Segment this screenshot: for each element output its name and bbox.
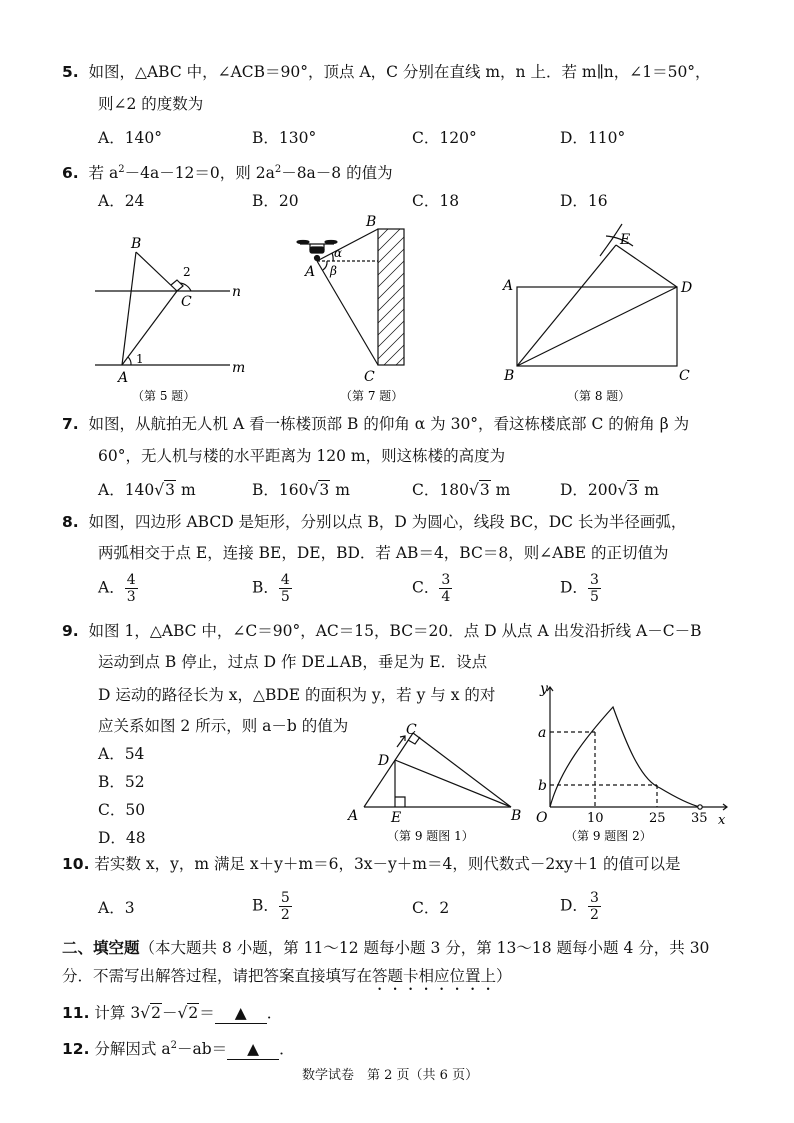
f5-label-n: n bbox=[232, 284, 242, 300]
figure-5 bbox=[95, 252, 230, 365]
q10-option-b: B． $\frac{5}{2}$ bbox=[252, 890, 290, 923]
endpoint-35 bbox=[698, 805, 702, 809]
f92-label-y: y bbox=[540, 681, 548, 697]
f7-beta: β bbox=[330, 264, 337, 278]
right-angle-mark bbox=[171, 280, 183, 291]
beta-arc bbox=[323, 261, 327, 270]
q8-line1: 8. 如图，四边形 ABCD 是矩形，分别以点 B，D 为圆心，线段 BC，DC 长为半径画弧， bbox=[62, 513, 687, 531]
q7-line1: 7. 如图，从航拍无人机 A 看一栋楼顶部 B 的仰角 α 为 30°，看这栋楼底部 C 的俯角 β 为 bbox=[62, 415, 690, 433]
f5-label-C: C bbox=[181, 294, 192, 310]
q11-answer-blank: ▲ bbox=[215, 1003, 267, 1024]
f92-label-a: a bbox=[538, 725, 547, 741]
f92-tick-10: 10 bbox=[587, 811, 604, 826]
alpha-arc bbox=[332, 253, 333, 261]
drone-icon bbox=[297, 241, 337, 261]
q7-option-b: B．160√3 m bbox=[252, 481, 350, 499]
f92-label-O: O bbox=[536, 810, 548, 826]
q9-option-c: C．50 bbox=[98, 801, 146, 819]
f7-label-A: A bbox=[305, 264, 316, 280]
q5-line1: 5. 如图，△ABC 中，∠ACB＝90°，顶点 A，C 分别在直线 m，n 上．若 m∥n，∠1＝50°， bbox=[62, 63, 711, 81]
q6-option-a: A．24 bbox=[98, 192, 145, 210]
f7-label-C: C bbox=[364, 369, 375, 385]
seg-AC bbox=[364, 733, 413, 807]
q10-option-c: C．2 bbox=[412, 899, 450, 917]
f92-label-b: b bbox=[538, 778, 547, 794]
q5-option-d: D．110° bbox=[560, 129, 626, 147]
f92-caption: （第 9 题图 2） bbox=[565, 829, 652, 843]
f8-caption: （第 8 题） bbox=[567, 389, 631, 403]
figure-9-1 bbox=[364, 733, 511, 807]
section-2-line1: 二、填空题（本大题共 8 小题，第 11～12 题每小题 3 分，第 13～18 题每小题 4 分，共 30 bbox=[62, 939, 710, 957]
f5-label-m: m bbox=[232, 360, 246, 376]
right-angle-E bbox=[395, 797, 405, 807]
f5-label-B: B bbox=[131, 236, 142, 252]
f92-tick-35: 35 bbox=[691, 811, 708, 826]
q8-option-b: B． $\frac{4}{5}$ bbox=[252, 572, 290, 605]
building-hatch bbox=[378, 229, 404, 365]
seg-BE bbox=[517, 245, 616, 366]
seg-BC bbox=[136, 252, 177, 291]
f91-label-A: A bbox=[348, 808, 359, 824]
seg-AC bbox=[317, 261, 378, 365]
q9-line1: 9. 如图 1，△ABC 中，∠C＝90°，AC＝15，BC＝20．点 D 从点 A 出发沿折线 A－C－B bbox=[62, 622, 702, 640]
seg-BD bbox=[517, 287, 677, 366]
seg-DB bbox=[395, 760, 511, 807]
q6-option-d: D．16 bbox=[560, 192, 608, 210]
f7-caption: （第 7 题） bbox=[340, 389, 404, 403]
q9-line3: D 运动的路径长为 x，△BDE 的面积为 y，若 y 与 x 的对 bbox=[98, 686, 496, 704]
q7-option-a: A．140√3 m bbox=[98, 481, 196, 499]
section-2-line2: 分．不需写出解答过程，请把答案直接填写在答题卡相应位置上） bbox=[62, 967, 512, 985]
f5-angle-2: 2 bbox=[183, 265, 191, 279]
f7-alpha: α bbox=[334, 246, 343, 260]
q8-option-c: C． $\frac{3}{4}$ bbox=[412, 572, 451, 605]
seg-CB bbox=[413, 733, 511, 807]
q8-option-a: A． $\frac{4}{3}$ bbox=[98, 572, 136, 605]
f5-label-A: A bbox=[118, 370, 129, 386]
q9-line4: 应关系如图 2 所示，则 a－b 的值为 bbox=[98, 717, 349, 735]
f92-tick-25: 25 bbox=[649, 811, 666, 826]
q5-option-c: C．120° bbox=[412, 129, 477, 147]
q12-answer-blank: ▲ bbox=[227, 1039, 279, 1060]
f92-label-x: x bbox=[718, 813, 726, 828]
q7-option-d: D．200√3 m bbox=[560, 481, 659, 499]
f7-label-B: B bbox=[366, 214, 377, 230]
f8-label-A: A bbox=[503, 278, 514, 294]
figure-8 bbox=[517, 224, 677, 366]
f5-angle-1: 1 bbox=[136, 352, 144, 366]
f8-label-C: C bbox=[679, 368, 690, 384]
q9-option-d: D．48 bbox=[98, 829, 146, 847]
f91-label-B: B bbox=[511, 808, 522, 824]
seg-AB bbox=[317, 229, 378, 261]
f8-label-E: E bbox=[620, 232, 631, 248]
q8-option-d: D． $\frac{3}{5}$ bbox=[560, 572, 599, 605]
q9-option-a: A．54 bbox=[98, 745, 145, 763]
q12-line: 12. 分解因式 $a^2-ab=$ ▲ ． bbox=[62, 1040, 295, 1059]
q5-option-a: A．140° bbox=[98, 129, 163, 147]
f8-label-D: D bbox=[681, 280, 693, 296]
f8-label-B: B bbox=[504, 368, 515, 384]
q6-option-c: C．18 bbox=[412, 192, 460, 210]
q10-line: 10. 若实数 x，y，m 满足 x＋y＋m＝6，3x－y＋m＝4，则代数式－2xy＋1 的值可以是 bbox=[62, 855, 681, 873]
curve bbox=[550, 707, 700, 807]
f91-caption: （第 9 题图 1） bbox=[387, 829, 474, 843]
figure-7 bbox=[317, 229, 404, 365]
q10-option-d: D． $\frac{3}{2}$ bbox=[560, 890, 599, 923]
q11-line: 11. 计算 3√2－√2＝ ▲ ． bbox=[62, 1004, 283, 1022]
q6-line: 6. 若 $a^2-4a-12=0$，则 $2a^2-8a-8$ 的值为 bbox=[62, 164, 393, 183]
q9-option-b: B．52 bbox=[98, 773, 145, 791]
angle-1-arc bbox=[128, 357, 131, 365]
f91-label-C: C bbox=[406, 722, 417, 738]
q7-option-c: C．180√3 m bbox=[412, 481, 511, 499]
q5-line2: 则∠2 的度数为 bbox=[98, 95, 204, 113]
q10-option-a: A．3 bbox=[98, 899, 135, 917]
motion-arrow bbox=[397, 736, 405, 747]
page-footer: 数学试卷 第 2 页（共 6 页） bbox=[302, 1068, 479, 1083]
figure-9-2 bbox=[547, 687, 727, 810]
building bbox=[378, 229, 404, 365]
q6-option-b: B．20 bbox=[252, 192, 299, 210]
f91-label-D: D bbox=[378, 753, 390, 769]
f5-caption: （第 5 题） bbox=[132, 389, 196, 403]
q9-line2: 运动到点 B 停止，过点 D 作 DE⊥AB，垂足为 E．设点 bbox=[98, 653, 488, 671]
q7-line2: 60°，无人机与楼的水平距离为 120 m，则这栋楼的高度为 bbox=[98, 447, 506, 465]
seg-DE bbox=[616, 245, 677, 287]
q8-line2: 两弧相交于点 E，连接 BE，DE，BD．若 AB＝4，BC＝8，则∠ABE 的正切值为 bbox=[98, 544, 669, 562]
q5-option-b: B．130° bbox=[252, 129, 317, 147]
f91-label-E: E bbox=[391, 810, 402, 826]
